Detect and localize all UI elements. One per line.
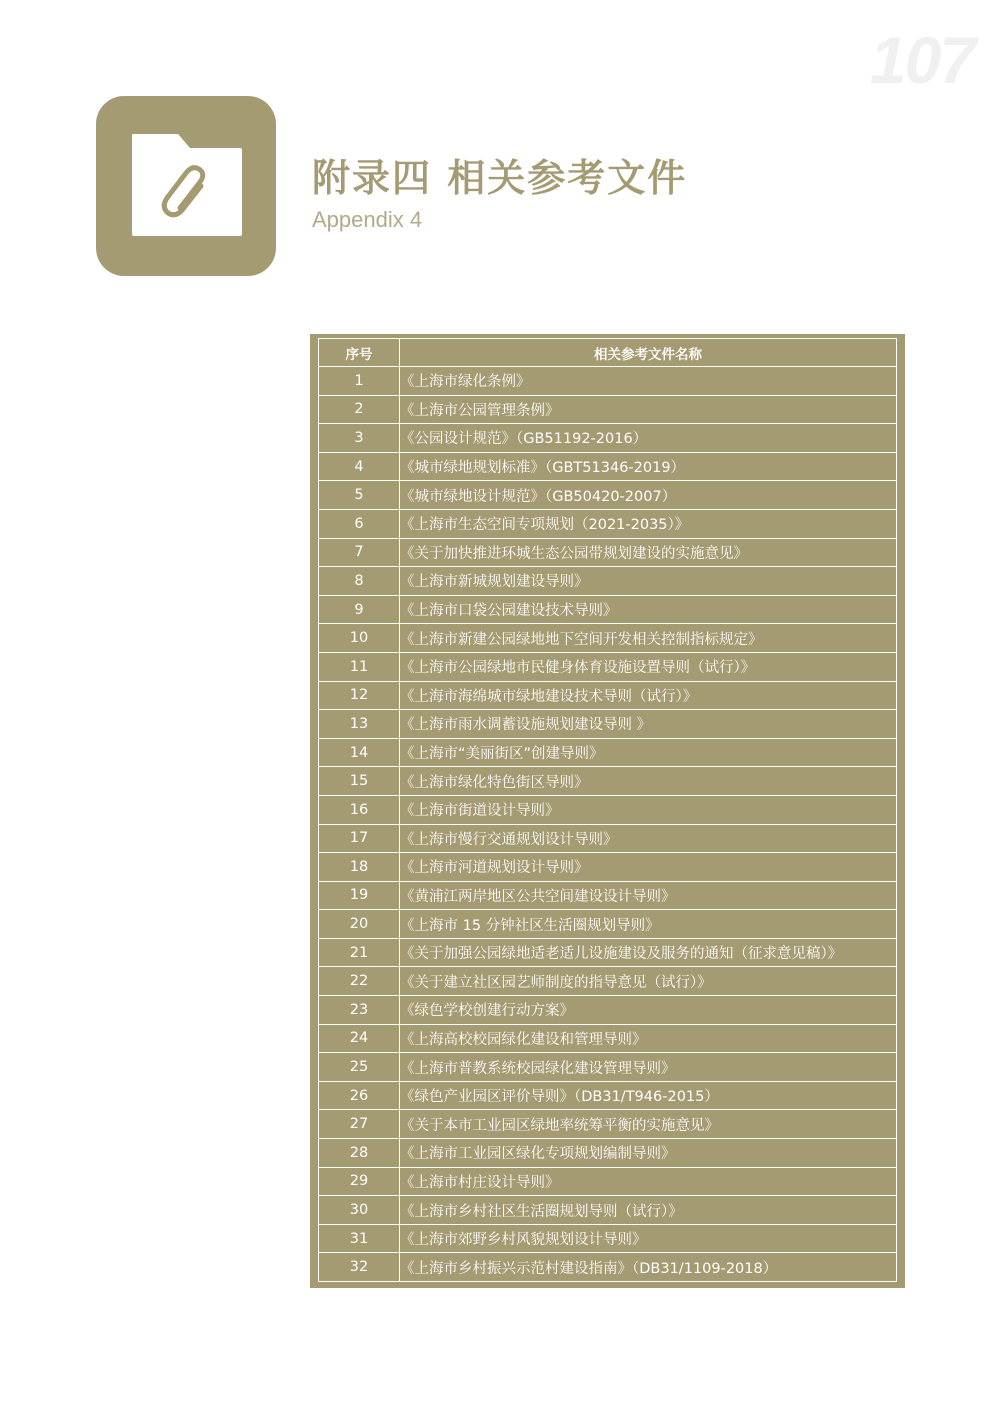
document-name: 《上海市“美丽街区”创建导则》 (400, 738, 897, 767)
row-number: 19 (319, 881, 400, 910)
table-row (319, 1110, 897, 1139)
table-row (319, 795, 897, 824)
reference-table (318, 338, 897, 1282)
table-row (319, 767, 897, 796)
appendix-badge (96, 96, 276, 276)
row-number: 24 (319, 1024, 400, 1053)
document-name: 《关于加强公园绿地适老适儿设施建设及服务的通知（征求意见稿）》 (400, 938, 897, 967)
row-number: 15 (319, 767, 400, 796)
row-number: 12 (319, 681, 400, 710)
row-number: 25 (319, 1053, 400, 1082)
table-row (319, 1196, 897, 1225)
table-row (319, 853, 897, 882)
document-name: 《城市绿地规划标准》（GBT51346-2019） (400, 452, 897, 481)
row-number: 8 (319, 567, 400, 596)
document-name: 《上海市雨水调蓄设施规划建设导则 》 (400, 710, 897, 739)
row-number: 13 (319, 710, 400, 739)
table-row (319, 538, 897, 567)
row-number: 20 (319, 910, 400, 939)
document-name: 《上海市河道规划设计导则》 (400, 853, 897, 882)
row-number: 2 (319, 395, 400, 424)
row-number: 3 (319, 424, 400, 453)
document-name: 《上海市绿化条例》 (400, 367, 897, 396)
document-name: 《上海市公园管理条例》 (400, 395, 897, 424)
paperclip-folder-icon (96, 96, 276, 276)
table-row (319, 367, 897, 396)
table-row (319, 595, 897, 624)
document-name: 《上海高校校园绿化建设和管理导则》 (400, 1024, 897, 1053)
document-name: 《公园设计规范》（GB51192-2016） (400, 424, 897, 453)
table-row (319, 481, 897, 510)
table-row (319, 652, 897, 681)
row-number: 27 (319, 1110, 400, 1139)
table-row (319, 1024, 897, 1053)
row-number: 22 (319, 967, 400, 996)
row-number: 1 (319, 367, 400, 396)
page-subtitle: Appendix 4 (312, 207, 423, 232)
document-name: 《上海市绿化特色街区导则》 (400, 767, 897, 796)
table-row (319, 824, 897, 853)
title-block (312, 150, 687, 234)
table-row (319, 910, 897, 939)
table-row (319, 1053, 897, 1082)
row-number: 14 (319, 738, 400, 767)
document-name: 《上海市普教系统校园绿化建设管理导则》 (400, 1053, 897, 1082)
table-body (319, 367, 897, 1282)
document-name: 《上海市新城规划建设导则》 (400, 567, 897, 596)
document-name: 《关于建立社区园艺师制度的指导意见（试行）》 (400, 967, 897, 996)
table-row (319, 738, 897, 767)
document-name: 《城市绿地设计规范》（GB50420-2007） (400, 481, 897, 510)
row-number: 18 (319, 853, 400, 882)
document-name: 《上海市郊野乡村风貌规划设计导则》 (400, 1224, 897, 1253)
table-row (319, 967, 897, 996)
row-number: 29 (319, 1167, 400, 1196)
table-row (319, 567, 897, 596)
header-name: 相关参考文件名称 (400, 339, 897, 367)
page-number: 107 (869, 23, 974, 97)
document-name: 《黄浦江两岸地区公共空间建设设计导则》 (400, 881, 897, 910)
table-row (319, 710, 897, 739)
page-title: 附录四 相关参考文件 (312, 156, 688, 200)
row-number: 9 (319, 595, 400, 624)
row-number: 32 (319, 1253, 400, 1282)
row-number: 5 (319, 481, 400, 510)
row-number: 16 (319, 795, 400, 824)
row-number: 4 (319, 452, 400, 481)
document-name: 《上海市村庄设计导则》 (400, 1167, 897, 1196)
row-number: 6 (319, 509, 400, 538)
table-row (319, 509, 897, 538)
row-number: 26 (319, 1081, 400, 1110)
table-header-row (319, 339, 897, 367)
table-row (319, 996, 897, 1025)
header-no: 序号 (319, 339, 400, 367)
document-name: 《关于本市工业园区绿地率统筹平衡的实施意见》 (400, 1110, 897, 1139)
row-number: 11 (319, 652, 400, 681)
document-name: 《上海市乡村社区生活圈规划导则（试行）》 (400, 1196, 897, 1225)
row-number: 7 (319, 538, 400, 567)
document-name: 《上海市工业园区绿化专项规划编制导则》 (400, 1139, 897, 1168)
reference-table-frame (310, 334, 905, 1288)
document-name: 《上海市海绵城市绿地建设技术导则（试行）》 (400, 681, 897, 710)
document-name: 《上海市口袋公园建设技术导则》 (400, 595, 897, 624)
table-row (319, 938, 897, 967)
document-name: 《绿色产业园区评价导则》（DB31/T946-2015） (400, 1081, 897, 1110)
table-row (319, 881, 897, 910)
row-number: 10 (319, 624, 400, 653)
table-row (319, 452, 897, 481)
document-name: 《上海市慢行交通规划设计导则》 (400, 824, 897, 853)
row-number: 28 (319, 1139, 400, 1168)
row-number: 21 (319, 938, 400, 967)
table-row (319, 424, 897, 453)
row-number: 31 (319, 1224, 400, 1253)
document-name: 《关于加快推进环城生态公园带规划建设的实施意见》 (400, 538, 897, 567)
table-row (319, 395, 897, 424)
table-row (319, 1224, 897, 1253)
document-name: 《绿色学校创建行动方案》 (400, 996, 897, 1025)
document-name: 《上海市生态空间专项规划（2021-2035）》 (400, 509, 897, 538)
row-number: 17 (319, 824, 400, 853)
row-number: 30 (319, 1196, 400, 1225)
table-row (319, 1167, 897, 1196)
document-name: 《上海市乡村振兴示范村建设指南》（DB31/1109-2018） (400, 1253, 897, 1282)
document-name: 《上海市公园绿地市民健身体育设施设置导则（试行）》 (400, 652, 897, 681)
document-name: 《上海市街道设计导则》 (400, 795, 897, 824)
table-row (319, 1253, 897, 1282)
document-name: 《上海市 15 分钟社区生活圈规划导则》 (400, 910, 897, 939)
table-row (319, 681, 897, 710)
document-name: 《上海市新建公园绿地地下空间开发相关控制指标规定》 (400, 624, 897, 653)
table-row (319, 1139, 897, 1168)
table-row (319, 624, 897, 653)
row-number: 23 (319, 996, 400, 1025)
table-row (319, 1081, 897, 1110)
